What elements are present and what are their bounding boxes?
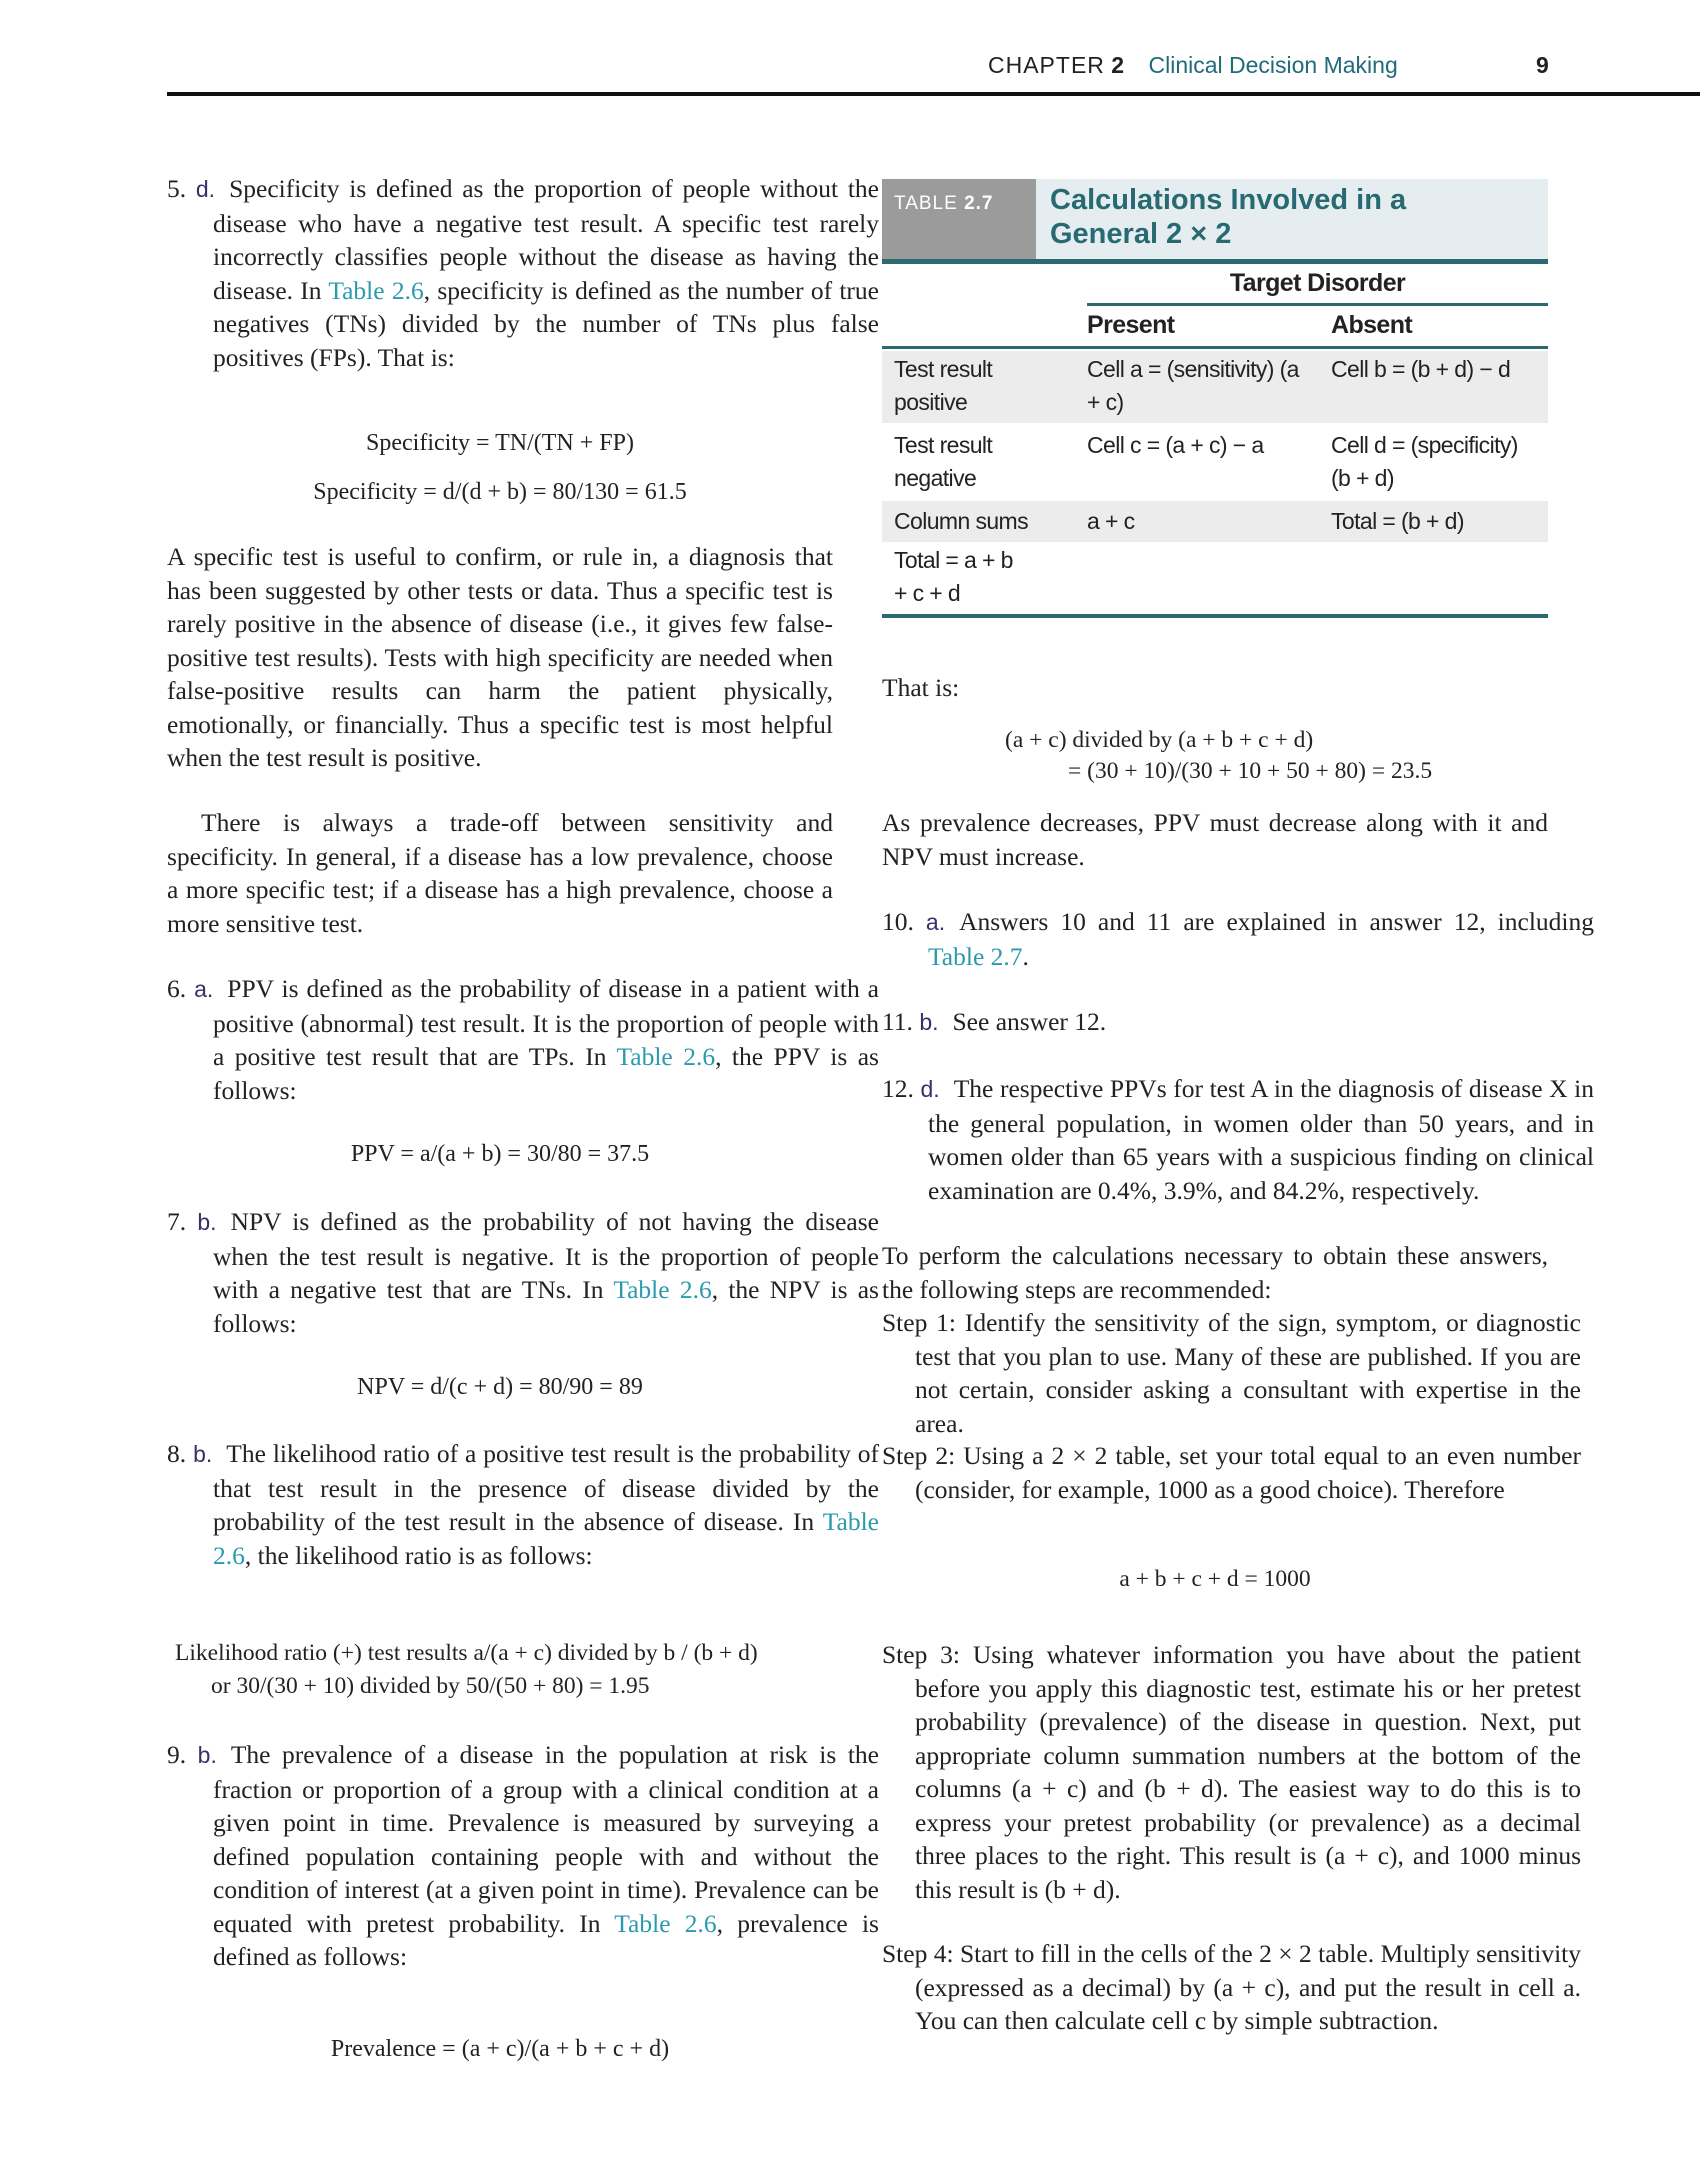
item-text: , the likelihood ratio is as follows: <box>244 1540 593 1570</box>
answer-8 <box>167 1437 879 1572</box>
table-label-text: TABLE <box>894 193 958 214</box>
item-number: 9. <box>167 1740 187 1769</box>
answer-11 <box>882 1005 1594 1040</box>
answer-letter: b. <box>197 1742 217 1768</box>
formula: PPV = a/(a + b) = 30/80 = 37.5 <box>350 1141 650 1167</box>
group-header-row <box>882 264 1548 304</box>
table-2-7 <box>882 179 1548 618</box>
table-link[interactable]: Table 2.6 <box>616 1042 716 1071</box>
table-row <box>882 351 1548 423</box>
item-number: 8. <box>167 1439 187 1468</box>
answer-letter: d. <box>920 1076 940 1102</box>
answer-12 <box>882 1072 1594 1207</box>
item-text: Answers 10 and 11 are explained in answer 12, including <box>959 907 1594 936</box>
answer-letter: a. <box>925 909 946 935</box>
cell: Cell a = (sensitivity) (a + c) <box>1087 356 1299 415</box>
step-2: Step 2: Using a 2 × 2 table, set your total equal to an even number (consider, for example, 1000 as a good choice). Therefore <box>882 1441 1581 1504</box>
formula: Prevalence = (a + c)/(a + b + c + d) <box>330 2036 670 2062</box>
chapter-title: Clinical Decision Making <box>1148 52 1398 78</box>
table-caption <box>882 179 1548 259</box>
answer-9 <box>167 1738 879 1974</box>
row-label: Test result negative <box>894 432 993 491</box>
item-number: 7. <box>167 1207 187 1236</box>
item-text: Specificity is defined as the proportion of people without the disease who have a negative test result. A specific test rarely incorrectly classifies people without the disease as having the disease. In <box>213 174 879 305</box>
table-title: Calculations Involved in a General 2 × 2 <box>1036 179 1548 259</box>
col-present: Present <box>1087 310 1175 339</box>
formula: Likelihood ratio (+) test results a/(a + c) divided by b / (b + d) <box>175 1640 758 1666</box>
step-3: Step 3: Using whatever information you have about the patient before you apply this diagnostic test, estimate his or her pretest probability (prevalence) of the disease in question. Next, put appropriate column summation numbers at the bottom of the columns (a + c) and (b + d). The easiest way to do this is to express your pretest probability (or prevalence) as a decimal three places to the right. This result is (a + c), and 1000 minus this result is (b + d). <box>882 1640 1581 1904</box>
chapter-number: 2 <box>1111 52 1125 78</box>
item-number: 12. <box>882 1074 914 1103</box>
table-link[interactable]: Table 2.7 <box>928 941 1023 971</box>
item-text: The likelihood ratio of a positive test result is the probability of that test result in the presence of disease divided by the probability of the test result in the absence of disease. In <box>213 1439 880 1536</box>
running-header <box>988 52 1398 79</box>
cell: Cell c = (a + c) − a <box>1087 432 1264 458</box>
table-row <box>882 427 1548 499</box>
item-text: , prevalence is defined as follows: <box>213 1908 879 1971</box>
paragraph: That is: <box>882 673 960 702</box>
formula: NPV = d/(c + d) = 80/90 = 89 <box>357 1374 643 1400</box>
item-text: See answer 12. <box>952 1007 1107 1036</box>
answer-letter: d. <box>195 176 216 202</box>
table-label <box>882 179 1036 259</box>
item-text: NPV is defined as the probability of not having the disease when the test result is negative. It is the proportion of people with a negative test that are TNs. In <box>213 1207 879 1304</box>
formula: = (30 + 10)/(30 + 10 + 50 + 80) = 23.5 <box>1068 758 1433 784</box>
answer-letter: b. <box>197 1209 217 1235</box>
column-header-row <box>882 304 1548 349</box>
page-number: 9 <box>1536 52 1549 78</box>
row-label: Column sums <box>894 508 1028 534</box>
formula: Specificity = TN/(TN + FP) <box>366 430 634 456</box>
formula: (a + c) divided by (a + b + c + d) <box>1005 727 1314 753</box>
answer-5 <box>167 172 879 374</box>
answer-letter: a. <box>194 976 214 1002</box>
row-label: Test result positive <box>894 356 993 415</box>
item-text: , specificity is defined as the number of true negatives (TNs) divided by the number of TNs plus false positives (FPs). That is: <box>213 275 879 372</box>
chapter-label: CHAPTER <box>988 52 1105 78</box>
item-text: , the NPV is as follows: <box>213 1275 879 1338</box>
item-text: . <box>1022 941 1029 971</box>
item-text: The prevalence of a disease in the population at risk is the fraction or proportion of a group with a clinical condition at a given point in time. Prevalence is measured by surveying a defined population containing people with and without the condition of interest (at a given point in time). Prevalence can be equated with pretest probability. In <box>213 1740 879 1938</box>
cell: a + c <box>1087 508 1135 534</box>
answer-7 <box>167 1205 879 1340</box>
table-row <box>882 501 1548 542</box>
answer-letter: b. <box>919 1009 939 1035</box>
table-number: 2.7 <box>964 193 994 214</box>
cell: Total = (b + d) <box>1331 508 1464 534</box>
header-rule <box>167 92 1700 96</box>
paragraph: To perform the calculations necessary to obtain these answers, the following steps are recommended: <box>882 1241 1548 1304</box>
step-1: Step 1: Identify the sensitivity of the sign, symptom, or diagnostic test that you plan to use. Many of these are published. If you are not certain, consider asking a consultant with expertise in the area. <box>882 1308 1581 1438</box>
formula: Specificity = d/(d + b) = 80/130 = 61.5 <box>313 479 687 505</box>
paragraph: A specific test is useful to confirm, or rule in, a diagnosis that has been suggested by other tests or data. Thus a specific test is rarely positive in the absence of disease (i.e., it gives few false-positive test results). Tests with high specificity are needed when false-positive results can harm the patient physically, emotionally, or financially. Thus a specific test is most helpful when the test result is positive. <box>167 542 833 772</box>
paragraph: There is always a trade-off between sensitivity and specificity. In general, if a disease has a low prevalence, choose a more specific test; if a disease has a high prevalence, choose a more sensitive test. <box>167 808 833 938</box>
item-number: 10. <box>882 907 914 936</box>
item-text: The respective PPVs for test A in the diagnosis of disease X in the general population, in women older than 50 years, and in women older than 65 years with a suspicious finding on clinical examination are 0.4%, 3.9%, and 84.2%, respectively. <box>928 1074 1595 1205</box>
answer-10 <box>882 905 1594 973</box>
paragraph: As prevalence decreases, PPV must decrease along with it and NPV must increase. <box>882 808 1548 871</box>
cell: Cell b = (b + d) − d <box>1331 356 1511 382</box>
table-link[interactable]: Table 2.6 <box>328 275 424 305</box>
item-text: , the PPV is as follows: <box>213 1042 879 1105</box>
step-4: Step 4: Start to fill in the cells of the 2 × 2 table. Multiply sensitivity (expressed as a decimal) by (a + c), and put the result in cell a. You can then calculate cell c by simple subtraction. <box>882 1939 1581 2035</box>
row-label: Total = a + b + c + d <box>894 547 1013 606</box>
group-header: Target Disorder <box>1087 263 1548 306</box>
answer-6 <box>167 972 879 1107</box>
item-number: 11. <box>882 1007 913 1036</box>
item-number: 6. <box>167 974 187 1003</box>
table-link[interactable]: Table 2.6 <box>213 1507 879 1570</box>
col-absent: Absent <box>1331 310 1413 339</box>
cell: Cell d = (specificity) (b + d) <box>1331 432 1518 491</box>
formula: or 30/(30 + 10) divided by 50/(50 + 80) = 1.95 <box>211 1673 650 1699</box>
item-number: 5. <box>167 174 187 203</box>
item-text: PPV is defined as the probability of disease in a patient with a positive (abnormal) test result. It is the proportion of people with a positive test result that are TPs. In <box>213 974 879 1071</box>
table-link[interactable]: Table 2.6 <box>613 1275 712 1304</box>
answer-letter: b. <box>193 1441 213 1467</box>
formula: a + b + c + d = 1000 <box>1119 1566 1311 1592</box>
table-link[interactable]: Table 2.6 <box>614 1908 717 1938</box>
table-row <box>882 542 1548 618</box>
